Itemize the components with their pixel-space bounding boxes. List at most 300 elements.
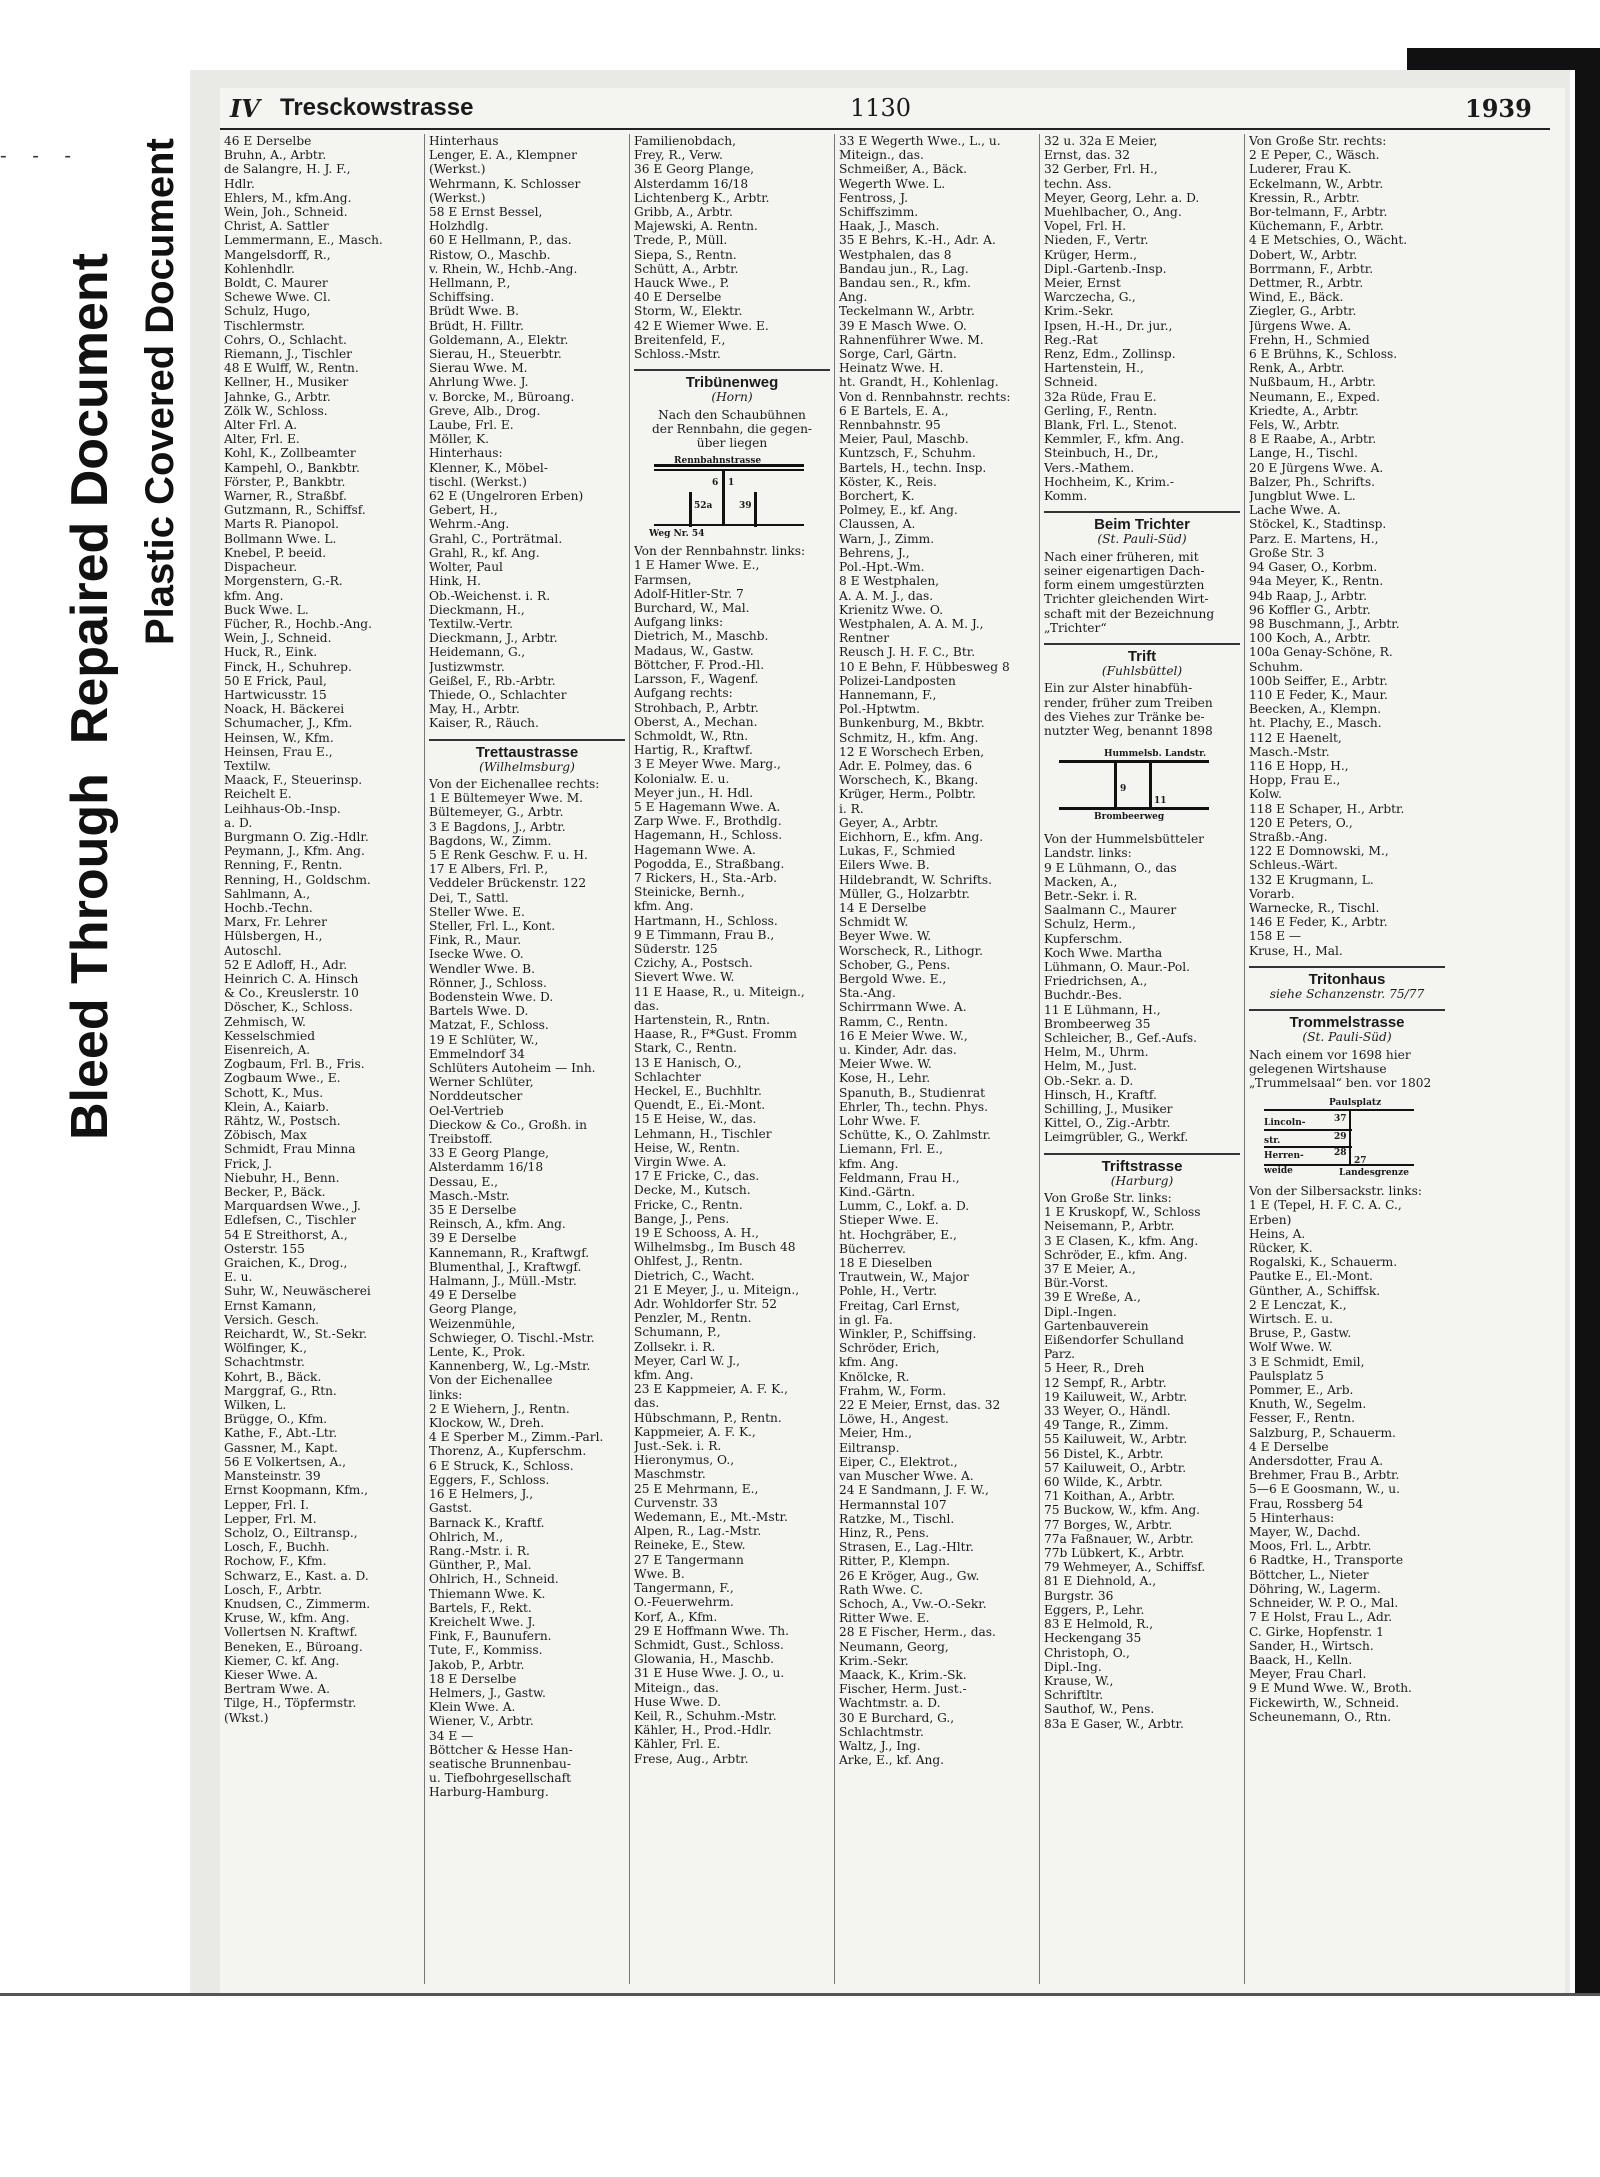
directory-entry: Saalmann C., Maurer bbox=[1044, 903, 1177, 918]
directory-entry: 62 E (Ungelroren Erben) bbox=[429, 489, 584, 504]
directory-entry: Ernst Kamann, bbox=[224, 1298, 317, 1313]
directory-entry: Burgmann O. Zig.-Hdlr. bbox=[224, 829, 369, 844]
directory-entry: Meier, Hm., bbox=[839, 1426, 912, 1441]
directory-entry: Hartenstein, R., Rntn. bbox=[634, 1012, 770, 1027]
directory-entry: Gutzmann, R., Schiffsf. bbox=[224, 503, 366, 518]
directory-entry: 83 E Helmold, R., bbox=[1044, 1617, 1154, 1632]
sketch-label: 37 bbox=[1334, 1114, 1347, 1125]
directory-entry: Holzhdlg. bbox=[429, 219, 489, 234]
directory-entry: van Muscher Wwe. A. bbox=[839, 1469, 974, 1484]
column-1 bbox=[220, 134, 425, 1984]
directory-entry: Stöckel, K., Stadtinsp. bbox=[1249, 517, 1387, 532]
directory-entry: Frau, Rossberg 54 bbox=[1249, 1496, 1364, 1511]
directory-entry: 158 E — bbox=[1249, 929, 1302, 944]
directory-entry: Bagdons, W., Zimm. bbox=[429, 833, 552, 848]
directory-entry: Marx, Fr. Lehrer bbox=[224, 915, 327, 930]
directory-entry: Wehrmann, K. Schlosser bbox=[429, 176, 581, 191]
directory-entry: 33 E Georg Plange, bbox=[429, 1146, 550, 1161]
directory-entry: Huse Wwe. D. bbox=[634, 1694, 721, 1709]
directory-entry: Kose, H., Lehr. bbox=[839, 1071, 931, 1086]
directory-entry: Wölfinger, K., bbox=[224, 1341, 308, 1356]
directory-entry: Knuth, W., Segelm. bbox=[1249, 1397, 1367, 1412]
directory-entry: Lange, H., Tischl. bbox=[1249, 446, 1358, 461]
directory-entry: Lukas, F., Schmied bbox=[839, 844, 956, 859]
directory-entry: Feldmann, Frau H., bbox=[839, 1170, 960, 1185]
directory-entry: 5 Hinterhaus: bbox=[1249, 1510, 1335, 1525]
directory-entry: 96 Koffler G., Arbtr. bbox=[1249, 602, 1371, 617]
directory-entry: Küchemann, F., Arbtr. bbox=[1249, 219, 1384, 234]
directory-entry: Goldemann, A., Elektr. bbox=[429, 332, 569, 347]
directory-entry: Ehlers, M., kfm.Ang. bbox=[224, 190, 352, 205]
directory-entry: Steller Wwe. E. bbox=[429, 904, 525, 919]
directory-entry: Majewski, A. Rentn. bbox=[634, 219, 758, 234]
directory-entry: Jungblut Wwe. L. bbox=[1249, 489, 1356, 504]
directory-entry: Stieper Wwe. E. bbox=[839, 1213, 939, 1228]
directory-entry: links: bbox=[429, 1387, 463, 1402]
directory-entry: Parz. E. Martens, H., bbox=[1249, 531, 1379, 546]
directory-entry: Bertram Wwe. A. bbox=[224, 1682, 331, 1697]
directory-entry: Neumann, E., Exped. bbox=[1249, 389, 1380, 404]
directory-entry: des Viehes zur Tränke be- bbox=[1044, 709, 1205, 724]
directory-entry: 60 Wilde, K., Arbtr. bbox=[1044, 1475, 1163, 1490]
directory-entry: v. Rhein, W., Hchb.-Ang. bbox=[429, 261, 578, 276]
directory-entry: Krause, W., bbox=[1044, 1673, 1114, 1688]
directory-entry: 4 E Sperber M., Zimm.-Parl. bbox=[429, 1430, 604, 1445]
directory-entry: 33 E Wegerth Wwe., L., u. bbox=[839, 134, 1001, 148]
directory-entry: 77a Faßnauer, W., Arbtr. bbox=[1044, 1531, 1194, 1546]
directory-entry: 35 E Behrs, K.-H., Adr. A. bbox=[839, 233, 996, 248]
directory-entry: Jakob, P., Arbtr. bbox=[429, 1657, 525, 1672]
directory-entry: Lache Wwe. A. bbox=[1249, 503, 1341, 518]
directory-entry: A. A. M. J., das. bbox=[839, 588, 934, 603]
directory-entry: Reichelt E. bbox=[224, 787, 292, 802]
directory-entry: 36 E Georg Plange, bbox=[634, 162, 755, 177]
directory-entry: Rücker, K. bbox=[1249, 1241, 1313, 1256]
directory-entry: Pommer, E., Arb. bbox=[1249, 1383, 1354, 1398]
directory-entry: Kannemann, R., Kraftwgf. bbox=[429, 1245, 590, 1260]
directory-entry: Ipsen, H.-H., Dr. jur., bbox=[1044, 318, 1173, 333]
directory-entry: Heinatz Wwe. H. bbox=[839, 361, 944, 376]
directory-entry: Dobert, W., Arbtr. bbox=[1249, 247, 1358, 262]
directory-entry: Hochb.-Techn. bbox=[224, 900, 313, 915]
directory-entry: Krienitz Wwe. O. bbox=[839, 602, 944, 617]
directory-entry: 19 Kailuweit, W., Arbtr. bbox=[1044, 1389, 1188, 1404]
directory-entry: Kiemer, C. kf. Ang. bbox=[224, 1653, 340, 1668]
directory-entry: Gartenbauverein bbox=[1044, 1318, 1149, 1333]
directory-entry: Ramm, C., Rentn. bbox=[839, 1014, 948, 1029]
directory-entry: (Werkst.) bbox=[429, 190, 486, 205]
directory-entry: Losch, F., Buchh. bbox=[224, 1540, 330, 1555]
directory-entry: Fesser, F., Rentn. bbox=[1249, 1411, 1355, 1426]
directory-entry: Miteign., das. bbox=[839, 148, 924, 163]
directory-entry: 20 E Jürgens Wwe. A. bbox=[1249, 460, 1384, 475]
directory-entry: 14 E Derselbe bbox=[839, 900, 927, 915]
directory-entry: Nußbaum, H., Arbtr. bbox=[1249, 375, 1376, 390]
directory-entry: Reusch J. H. F. C., Btr. bbox=[839, 645, 976, 660]
directory-entry: Schloss.-Mstr. bbox=[634, 347, 721, 362]
directory-entry: Klein Wwe. A. bbox=[429, 1700, 516, 1715]
sketch-label: 6 bbox=[712, 478, 719, 489]
directory-entry: 122 E Domnowski, M., bbox=[1249, 844, 1389, 859]
directory-entry: Ziegler, G., Arbtr. bbox=[1249, 304, 1357, 319]
directory-entry: gelegenen Wirtshause bbox=[1249, 1061, 1387, 1076]
directory-entry: Polmey, E., kf. Ang. bbox=[839, 503, 958, 518]
directory-entry: Warnecke, R., Tischl. bbox=[1249, 900, 1380, 915]
directory-entry: Günther, P., Mal. bbox=[429, 1558, 532, 1573]
directory-entry: Steller, Frl. L., Kont. bbox=[429, 918, 556, 933]
directory-entry: 83a E Gaser, W., Arbtr. bbox=[1044, 1716, 1184, 1731]
directory-entry: Alsterdamm 16/18 bbox=[634, 176, 749, 191]
directory-entry: Boldt, C. Maurer bbox=[224, 276, 328, 291]
directory-entry: 33 Weyer, O., Händl. bbox=[1044, 1404, 1171, 1419]
directory-entry: 50 E Frick, Paul, bbox=[224, 673, 327, 688]
street-heading: Tritonhaus bbox=[1249, 966, 1445, 987]
directory-entry: 75 Buckow, W., kfm. Ang. bbox=[1044, 1503, 1201, 1518]
directory-entry: Ein zur Alster hinabfüh- bbox=[1044, 681, 1193, 696]
directory-entry: Wwe. B. bbox=[634, 1566, 685, 1581]
sketch-label: 9 bbox=[1120, 784, 1127, 795]
directory-entry: Gerling, F., Rentn. bbox=[1044, 403, 1158, 418]
directory-entry: Krim.-Sekr. bbox=[839, 1653, 909, 1668]
sketch-label: Rennbahnstrasse bbox=[674, 456, 762, 467]
directory-entry: 17 E Fricke, C., das. bbox=[634, 1169, 760, 1184]
directory-entry: Förster, P., Bankbtr. bbox=[224, 474, 346, 489]
directory-entry: Hagemann Wwe. A. bbox=[634, 842, 756, 857]
directory-entry: „Trummelsaal“ ben. vor 1802 bbox=[1249, 1076, 1432, 1090]
directory-entry: Korf, A., Kfm. bbox=[634, 1609, 718, 1624]
directory-entry: Weizenmühle, bbox=[429, 1316, 516, 1331]
directory-entry: Ristow, O., Maschb. bbox=[429, 247, 551, 262]
directory-entry: Lichtenberg K., Arbtr. bbox=[634, 190, 770, 205]
sketch-label: Landesgrenze bbox=[1339, 1168, 1409, 1179]
directory-entry: Bür.-Vorst. bbox=[1044, 1276, 1109, 1291]
directory-entry: Thorenz, A., Kupferschm. bbox=[429, 1444, 587, 1459]
directory-entry: Frey, R., Verw. bbox=[634, 148, 723, 163]
directory-entry: Von d. Rennbahnstr. rechts: bbox=[839, 389, 1011, 404]
directory-entry: Baack, H., Kelln. bbox=[1249, 1652, 1353, 1667]
directory-entry: Curvenstr. 33 bbox=[634, 1495, 718, 1510]
directory-entry: 11 E Lühmann, H., bbox=[1044, 1002, 1161, 1017]
directory-entry: Frese, Aug., Arbtr. bbox=[634, 1751, 749, 1766]
directory-entry: Eckelmann, W., Arbtr. bbox=[1249, 176, 1384, 191]
directory-entry: 25 E Mehrmann, E., bbox=[634, 1481, 759, 1496]
directory-entry: Beyer Wwe. W. bbox=[839, 929, 932, 944]
directory-entry: Ang. bbox=[839, 290, 868, 305]
directory-entry: kfm. Ang. bbox=[634, 1368, 694, 1383]
directory-entry: Haak, J., Masch. bbox=[839, 219, 940, 234]
directory-entry: Haase, R., F*Gust. Fromm bbox=[634, 1027, 797, 1042]
directory-entry: Schumann, P., bbox=[634, 1325, 721, 1340]
directory-entry: Ohlfest, J., Rentn. bbox=[634, 1254, 743, 1269]
directory-entry: Osterstr. 155 bbox=[224, 1241, 305, 1256]
sketch-label: 28 bbox=[1334, 1148, 1347, 1159]
directory-entry: 8 E Westphalen, bbox=[839, 574, 940, 589]
directory-entry: Vorarb. bbox=[1249, 886, 1295, 901]
directory-entry: Günther, A., Schiffsk. bbox=[1249, 1283, 1381, 1298]
directory-entry: Koch Wwe. Martha bbox=[1044, 945, 1163, 960]
sketch-label: Hummelsb. Landstr. bbox=[1104, 749, 1207, 760]
directory-entry: Veddeler Brückenstr. 122 bbox=[429, 876, 587, 891]
directory-entry: Dipl.-Gartenb.-Insp. bbox=[1044, 261, 1167, 276]
directory-entry: Bor-telmann, F., Arbtr. bbox=[1249, 205, 1388, 220]
directory-entry: 56 Distel, K., Arbtr. bbox=[1044, 1446, 1164, 1461]
directory-entry: Maschmstr. bbox=[634, 1467, 706, 1482]
directory-entry: Ratzke, M., Tischl. bbox=[839, 1511, 955, 1526]
directory-entry: Greve, Alb., Drog. bbox=[429, 403, 541, 418]
sketch-road-4 bbox=[754, 492, 757, 527]
directory-entry: Lehmann, H., Tischler bbox=[634, 1126, 772, 1141]
directory-entry: Brügge, O., Kfm. bbox=[224, 1412, 328, 1427]
directory-entry: Kolw. bbox=[1249, 787, 1282, 802]
directory-entry: Fels, W., Arbtr. bbox=[1249, 418, 1340, 433]
directory-entry: 21 E Meyer, J., u. Miteign., bbox=[634, 1282, 800, 1297]
directory-entry: 110 E Feder, K., Maur. bbox=[1249, 687, 1388, 702]
directory-entry: Geyer, A., Arbtr. bbox=[839, 815, 939, 830]
directory-entry: Kathe, F., Abt.-Ltr. bbox=[224, 1426, 338, 1441]
directory-entry: 23 E Kappmeier, A. F. K., bbox=[634, 1382, 788, 1397]
directory-entry: techn. Ass. bbox=[1044, 176, 1112, 191]
directory-entry: Schumacher, J., Kfm. bbox=[224, 716, 353, 731]
directory-entry: Larsson, F., Wagenf. bbox=[634, 672, 759, 687]
directory-entry: Schröder, Erich, bbox=[839, 1341, 940, 1356]
directory-entry: Textilw. bbox=[224, 758, 271, 773]
directory-entry: Krüger, Herm., bbox=[1044, 247, 1137, 262]
directory-entry: Bollmann Wwe. L. bbox=[224, 531, 337, 546]
directory-entry: 146 E Feder, K., Arbtr. bbox=[1249, 915, 1388, 930]
directory-entry: 49 Tange, R., Zimm. bbox=[1044, 1418, 1169, 1433]
directory-entry: Von der Silbersackstr. links: bbox=[1249, 1184, 1422, 1199]
directory-entry: 39 E Derselbe bbox=[429, 1231, 517, 1246]
street-heading: Tribünenweg bbox=[634, 369, 830, 390]
district-label: (St. Pauli-Süd) bbox=[1302, 1030, 1392, 1045]
directory-entry: Bandau sen., R., kfm. bbox=[839, 276, 971, 291]
directory-entry: Meyer jun., H. Hdl. bbox=[634, 785, 754, 800]
directory-entry: 26 E Kröger, Aug., Gw. bbox=[839, 1568, 980, 1583]
directory-entry: Renk, A., Arbtr. bbox=[1249, 361, 1345, 376]
directory-entry: Nach einer früheren, mit bbox=[1044, 549, 1199, 564]
directory-entry: 5 Heer, R., Dreh bbox=[1044, 1361, 1145, 1376]
directory-entry: Rath Wwe. C. bbox=[839, 1582, 924, 1597]
directory-entry: Hartenstein, H., bbox=[1044, 361, 1144, 376]
directory-entry: Dipl.-Ingen. bbox=[1044, 1304, 1117, 1319]
directory-entry: Hartig, R., Kraftwf. bbox=[634, 743, 753, 758]
directory-entry: 120 E Peters, O., bbox=[1249, 815, 1353, 830]
directory-entry: Schmeißer, A., Bäck. bbox=[839, 162, 968, 177]
directory-entry: Lenger, E. A., Klempner bbox=[429, 148, 577, 163]
directory-entry: Kemmler, F., kfm. Ang. bbox=[1044, 432, 1185, 447]
directory-entry: ht. Plachy, E., Masch. bbox=[1249, 716, 1382, 731]
directory-entry: Hellmann, P., bbox=[429, 276, 511, 291]
sketch-road-1 bbox=[1349, 1109, 1351, 1164]
directory-entry: 27 E Tangermann bbox=[634, 1552, 744, 1567]
directory-entry: 37 E Meier, A., bbox=[1044, 1262, 1136, 1277]
directory-entry: Ernst Koopmann, Kfm., bbox=[224, 1483, 369, 1498]
directory-entry: 32 u. 32a E Meier, bbox=[1044, 134, 1158, 148]
directory-entry: Sievert Wwe. W. bbox=[634, 970, 735, 985]
directory-entry: Meier Wwe. W. bbox=[839, 1057, 932, 1072]
directory-entry: Wachtmstr. a. D. bbox=[839, 1696, 941, 1711]
directory-entry: Döhring, W., Lagerm. bbox=[1249, 1581, 1381, 1596]
directory-entry: 18 E Derselbe bbox=[429, 1671, 517, 1686]
directory-entry: Kaiser, R., Räuch. bbox=[429, 716, 539, 731]
directory-entry: Rentner bbox=[839, 631, 890, 646]
directory-entry: Lepper, Frl. I. bbox=[224, 1497, 309, 1512]
directory-entry: Morgenstern, G.-R. bbox=[224, 574, 343, 589]
directory-entry: Reg.-Rat bbox=[1044, 332, 1098, 347]
directory-entry: Kesselschmied bbox=[224, 1028, 316, 1043]
directory-entry: Von der Eichenallee rechts: bbox=[429, 776, 600, 791]
page-year: 1939 bbox=[1465, 94, 1532, 123]
directory-entry: 12 E Worschech Erben, bbox=[839, 744, 985, 759]
directory-entry: & Co., Kreuslerstr. 10 bbox=[224, 986, 359, 1001]
directory-entry: Kohl, K., Zollbeamter bbox=[224, 446, 356, 461]
directory-entry: Eiltransp. bbox=[839, 1440, 900, 1455]
directory-entry: Frahm, W., Form. bbox=[839, 1383, 947, 1398]
directory-entry: schaft mit der Bezeichnung bbox=[1044, 606, 1215, 621]
directory-entry: Fickewirth, W., Schneid. bbox=[1249, 1695, 1400, 1710]
directory-entry: Zöbisch, Max bbox=[224, 1128, 307, 1143]
directory-entry: Keil, R., Schuhm.-Mstr. bbox=[634, 1708, 777, 1723]
directory-entry: 17 E Albers, Frl. P., bbox=[429, 862, 549, 877]
label-bleed-through bbox=[60, 253, 120, 1140]
directory-entry: Marts R. Pianopol. bbox=[224, 517, 339, 532]
sketch-label: 1 bbox=[728, 478, 735, 489]
directory-entry: Matzat, F., Schloss. bbox=[429, 1018, 549, 1033]
directory-entry: Madaus, W., Gastw. bbox=[634, 643, 754, 658]
directory-entry: 2 E Peper, C., Wäsch. bbox=[1249, 148, 1380, 163]
street-sketch-tribuenenweg bbox=[644, 454, 820, 540]
directory-entry: Knudsen, C., Zimmerm. bbox=[224, 1596, 371, 1611]
directory-entry: Lumm, C., Lokf. a. D. bbox=[839, 1199, 970, 1214]
directory-entry: Heinsen, W., Kfm. bbox=[224, 730, 334, 745]
directory-entry: 46 E Derselbe bbox=[224, 134, 312, 148]
directory-entry: Sahlmann, A., bbox=[224, 886, 311, 901]
directory-entry: 55 Kailuweit, W., Arbtr. bbox=[1044, 1432, 1188, 1447]
directory-entry: Marggraf, G., Rtn. bbox=[224, 1383, 337, 1398]
district-label: siehe Schanzenstr. 75/77 bbox=[1269, 986, 1425, 1001]
directory-entry: Hinterhaus: bbox=[429, 446, 503, 461]
directory-entry: Schmidt W. bbox=[839, 915, 909, 930]
directory-entry: Alsterdamm 16/18 bbox=[429, 1160, 544, 1175]
directory-entry: Hopp, Frau E., bbox=[1249, 773, 1341, 788]
directory-entry: Siepa, S., Rentn. bbox=[634, 247, 737, 262]
directory-entry: Worscheck, R., Lithogr. bbox=[839, 943, 983, 958]
directory-entry: Zogbaum, Frl. B., Fris. bbox=[224, 1057, 365, 1072]
directory-entry: Strohbach, P., Arbtr. bbox=[634, 700, 759, 715]
directory-entry: Maack, K., Krim.-Sk. bbox=[839, 1667, 967, 1682]
directory-entry: Eichhorn, E., kfm. Ang. bbox=[839, 829, 984, 844]
directory-entry: 32 Gerber, Frl. H., bbox=[1044, 162, 1158, 177]
directory-entry: 9 E Mund Wwe. W., Broth. bbox=[1249, 1681, 1412, 1696]
directory-entry: Meier, Paul, Maschb. bbox=[839, 432, 969, 447]
directory-entry: Bruse, P., Gastw. bbox=[1249, 1326, 1352, 1341]
directory-entry: Krüger, Herm., Polbtr. bbox=[839, 787, 976, 802]
directory-entry: Tilge, H., Töpfermstr. bbox=[224, 1696, 357, 1711]
directory-entry: Alter Frl. A. bbox=[224, 418, 298, 433]
directory-entry: Ritter Wwe. E. bbox=[839, 1611, 930, 1626]
directory-entry: Miteign., das. bbox=[634, 1680, 719, 1695]
directory-entry: Dispacheur. bbox=[224, 560, 298, 575]
directory-entry: Hülsbergen, H., bbox=[224, 929, 323, 944]
directory-entry: Schilling, J., Musiker bbox=[1044, 1101, 1173, 1116]
directory-entry: Friedrichsen, A., bbox=[1044, 974, 1148, 989]
directory-entry: Alter, Frl. E. bbox=[224, 432, 300, 447]
directory-entry: Rönner, J., Schloss. bbox=[429, 975, 547, 990]
directory-entry: Hartmann, H., Schloss. bbox=[634, 913, 778, 928]
directory-entry: Parz. bbox=[1044, 1347, 1076, 1362]
directory-entry: Fischer, Herm. Just.- bbox=[839, 1682, 967, 1697]
directory-entry: 2 E Lenczat, K., bbox=[1249, 1297, 1347, 1312]
directory-entry: Kannenberg, W., Lg.-Mstr. bbox=[429, 1359, 591, 1374]
directory-entry: 116 E Hopp, H., bbox=[1249, 758, 1349, 773]
sketch-label: 29 bbox=[1334, 1132, 1347, 1143]
directory-entry: 98 Buschmann, J., Arbtr. bbox=[1249, 616, 1400, 631]
directory-entry: Gassner, M., Kapt. bbox=[224, 1440, 338, 1455]
directory-entry: Von der Eichenallee bbox=[429, 1373, 553, 1388]
directory-entry: u. Tiefbohrgesellschaft bbox=[429, 1771, 572, 1786]
directory-entry: Schachtmstr. bbox=[224, 1355, 305, 1370]
directory-entry: Kellner, H., Musiker bbox=[224, 375, 349, 390]
directory-entry: Grahl, R., kf. Ang. bbox=[429, 545, 540, 560]
street-note: über liegen bbox=[696, 436, 768, 451]
directory-entry: Leimgrübler, G., Werkf. bbox=[1044, 1130, 1189, 1145]
directory-entry: 12 Sempf, R., Arbtr. bbox=[1044, 1375, 1167, 1390]
directory-entry: 5 E Renk Geschw. F. u. H. bbox=[429, 847, 588, 862]
directory-entry: 30 E Burchard, G., bbox=[839, 1710, 955, 1725]
directory-entry: Kind.-Gärtn. bbox=[839, 1185, 916, 1200]
directory-entry: Trede, P., Müll. bbox=[634, 233, 728, 248]
directory-entry: in gl. Fa. bbox=[839, 1312, 893, 1327]
directory-entry: 9 E Timmann, Frau B., bbox=[634, 927, 775, 942]
directory-entry: Schiffsing. bbox=[429, 290, 495, 305]
directory-entry: Quendt, E., Ei.-Mont. bbox=[634, 1098, 766, 1113]
directory-entry: Trichter gleichenden Wirt- bbox=[1044, 592, 1209, 607]
directory-entry: Dieckmann, J., Arbtr. bbox=[429, 631, 558, 646]
directory-entry: Erben) bbox=[1249, 1212, 1292, 1227]
directory-entry: Bange, J., Pens. bbox=[634, 1211, 730, 1226]
directory-entry: Schmidt, Gust., Schloss. bbox=[634, 1637, 784, 1652]
directory-entry: Dipl.-Ing. bbox=[1044, 1659, 1102, 1674]
directory-entry: Heise, W., Rentn. bbox=[634, 1140, 740, 1155]
directory-entry: Hauck Wwe., P. bbox=[634, 276, 730, 291]
directory-entry: Ahrlung Wwe. J. bbox=[429, 375, 529, 390]
directory-entry: 19 E Schlüter, W., bbox=[429, 1032, 539, 1047]
directory-entry: Barnack K., Kraftf. bbox=[429, 1515, 545, 1530]
directory-entry: seatische Brunnenbau- bbox=[429, 1756, 571, 1771]
directory-entry: Marquardsen Wwe., J. bbox=[224, 1199, 361, 1214]
directory-entry: Dietrich, C., Wacht. bbox=[634, 1268, 755, 1283]
directory-entry: Adr. Wohldorfer Str. 52 bbox=[634, 1297, 777, 1312]
directory-entry: 40 E Derselbe bbox=[634, 290, 722, 305]
directory-entry: Schober, G., Pens. bbox=[839, 957, 951, 972]
directory-entry: 4 E Metschies, O., Wächt. bbox=[1249, 233, 1408, 248]
directory-entry: Winkler, P., Schiffsing. bbox=[839, 1327, 977, 1342]
directory-entry: 22 E Meier, Ernst, das. 32 bbox=[839, 1398, 1001, 1413]
directory-entry: Klein, A., Kaiarb. bbox=[224, 1099, 330, 1114]
directory-entry: Kittel, O., Zig.-Arbtr. bbox=[1044, 1116, 1171, 1131]
directory-entry: Klenner, K., Möbel- bbox=[429, 460, 548, 475]
directory-entry: 94a Meyer, K., Rentn. bbox=[1249, 574, 1384, 589]
directory-entry: Wirtsch. E. u. bbox=[1249, 1312, 1333, 1327]
directory-entry: Kolonialw. E. u. bbox=[634, 771, 730, 786]
directory-entry: 60 E Hellmann, P., das. bbox=[429, 233, 572, 248]
directory-entry: Sierau Wwe. M. bbox=[429, 361, 528, 376]
directory-entry: 29 E Hoffmann Wwe. Th. bbox=[634, 1623, 789, 1638]
directory-entry: 39 E Masch Wwe. O. bbox=[839, 318, 967, 333]
directory-entry: Hübschmann, P., Rentn. bbox=[634, 1410, 782, 1425]
directory-entry: Versich. Gesch. bbox=[224, 1312, 320, 1327]
directory-entry: Eilers Wwe. B. bbox=[839, 858, 930, 873]
